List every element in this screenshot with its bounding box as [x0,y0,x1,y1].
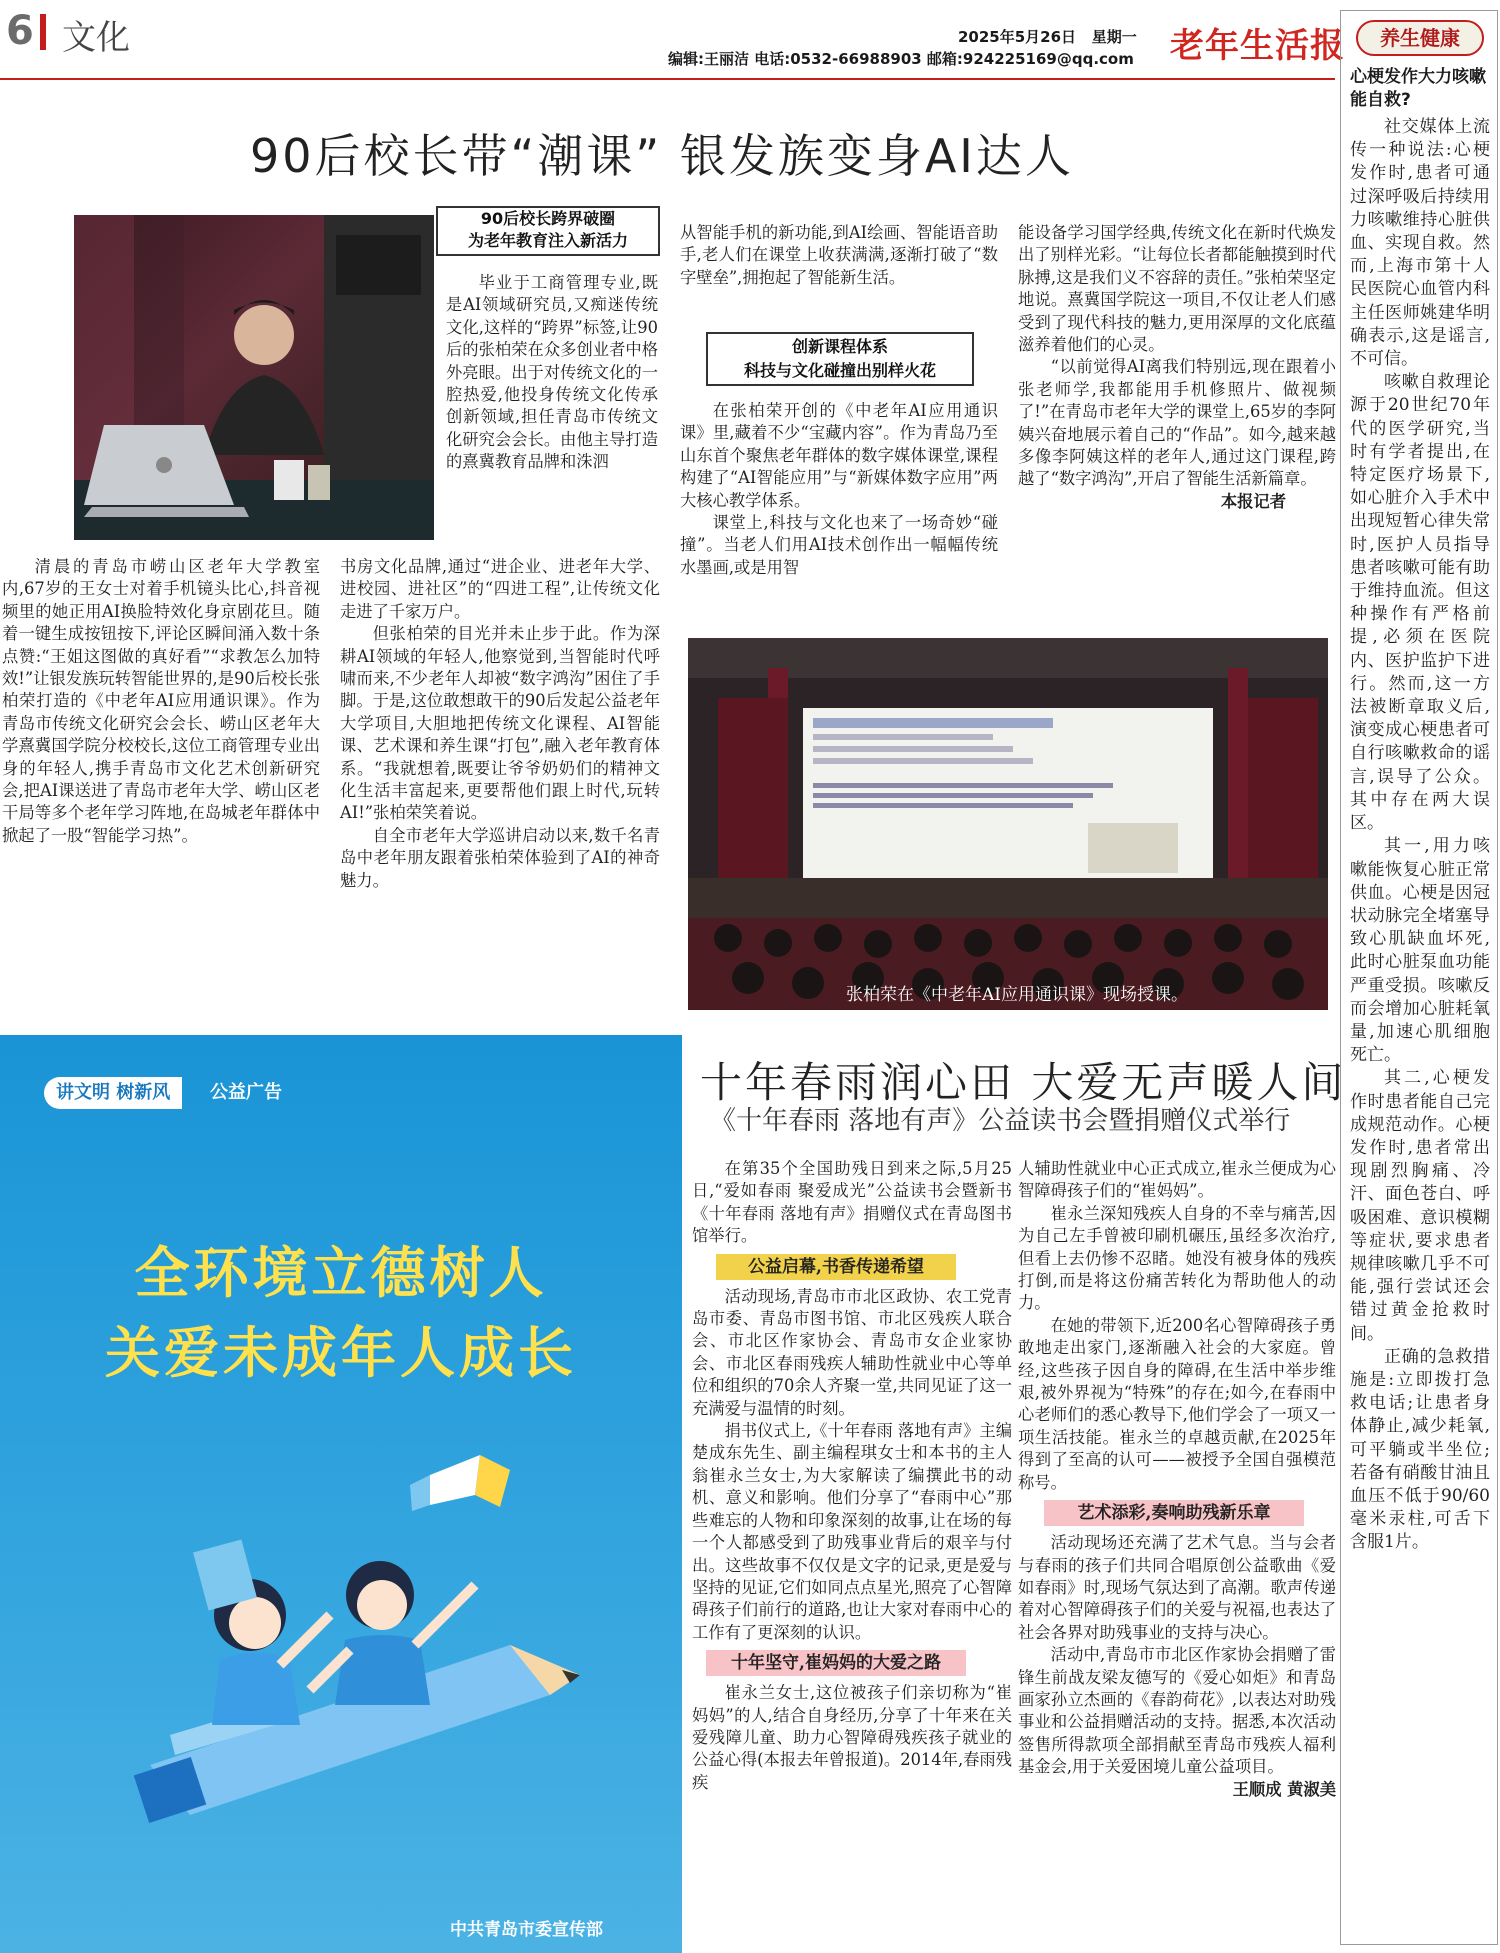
article1-c3c: 课堂上,科技与文化也来了一场奇妙“碰撞”。当老人们用AI技术创作出一幅幅传统水墨画,或是用智 [680,513,998,577]
article1-column-3b [680,400,998,579]
flying-book-icon [410,1455,510,1511]
children-on-pencil-illustration [130,1435,590,1855]
date: 2025年5月26日 [958,28,1077,46]
article1-column-3 [680,222,998,289]
ad-tag-label: 公益广告 [210,1082,282,1103]
sidebar-p5: 正确的急救措施是:立即拨打急救电话;让患者身体静止,减少耗氧,可平躺或半坐位;若备有硝酸甘油且血压不低于90/60毫米汞柱,可舌下含服1片。 [1350,1346,1490,1553]
lecturer-illustration [74,215,434,540]
public-service-ad [0,1035,682,1953]
sidebar-title: 心梗发作大力咳嗽能自救? [1350,67,1486,110]
article2-byline: 王顺成 黄淑美 [1232,1779,1336,1799]
article2-subtitle: 《十年春雨 落地有声》公益读书会暨捐赠仪式举行 [710,1106,1291,1136]
ad-slogan [0,1233,682,1393]
sidebar-section-label: 养生健康 [1356,20,1484,56]
sidebar-p1: 社交媒体上流传一种说法:心梗发作时,患者可通过深呼吸后持续用力咳嗽维持心脏供血、实现自救。然而,上海市第十人民医院心血管内科主任医师姚建华明确表示,这是谣言,不可信。 [1350,117,1490,370]
subhead-box-2 [706,332,974,386]
subhead-1 [438,208,658,252]
subhead-2-line2: 科技与文化碰撞出别样火花 [743,361,936,380]
article2-tag-3: 艺术添彩,奏响助残新乐章 [1044,1500,1304,1526]
ad-slogan-line2: 关爱未成年人成长 [104,1321,577,1385]
ad-slogan-line1: 全环境立德树人 [134,1241,548,1305]
weekday: 星期一 [1091,28,1137,46]
sidebar-p3: 其一,用力咳嗽能恢复心脏正常供血。心梗是因冠状动脉完全堵塞导致心肌缺血坏死,此时心脏泵血功能严重受损。咳嗽反而会增加心脏耗氧量,加速心肌细胞死亡。 [1350,836,1490,1066]
ad-tag-civility: 讲文明 树新风 [44,1077,182,1109]
article2-column-1 [692,1158,1012,1794]
article1-mid2: 但张柏荣的目光并未止步于此。作为深耕AI领域的年轻人,他察觉到,当智能时代呼啸而来,不少老年人却被“数字鸿沟”困住了手脚。于是,这位敢想敢干的90后发起公益老年大学项目,大胆地把传统文化课程、AI智能课、艺术课和养生课“打包”,融入老年教育体系。“我就想着,既要让爷爷奶奶们的精神文化生活丰富起来,更要帮他们跟上时代,玩转AI!”张柏荣笑着说。 [340,624,660,823]
article1-c4a: 能设备学习国学经典,传统文化在新时代焕发出了别样光彩。“让每位长者都能触摸到时代脉搏,这是我们义不容辞的责任。”张柏荣坚定地说。熹冀国学院这一项目,不仅让老人们感受到了现代科技的魅力,更用深厚的文化底蕴滋养着他们的心灵。 [1018,223,1336,355]
header-divider [40,14,46,50]
ad-sponsor: 中共青岛市委宣传部 [450,1920,603,1940]
article2-p1: 在第35个全国助残日到来之际,5月25日,“爱如春雨 聚爱成光”公益读书会暨新书《十年春雨 落地有声》捐赠仪式在青岛图书馆举行。 [692,1159,1012,1246]
photo-caption: 张柏荣在《中老年AI应用通识课》现场授课。 [846,985,1188,1005]
subhead-1-line2: 为老年教育注入新活力 [467,231,628,250]
article1-byline: 本报记者 [1220,491,1286,511]
article2-p2: 活动现场,青岛市市北区政协、农工党青岛市委、青岛市图书馆、市北区残疾人联合会、市北区作家协会、青岛市女企业家协会、市北区春雨残疾人辅助性就业中心等单位和组织的70余人齐聚一堂,共同见证了这一充满爱与温情的时刻。 [692,1286,1012,1418]
article2-p7: 在她的带领下,近200名心智障碍孩子勇敢地走出家门,逐渐融入社会的大家庭。曾经,这些孩子因自身的障碍,在生活中举步维艰,被外界视为“特殊”的存在;如今,在春雨中心老师们的悉心教导下,他们学会了一项又一项生活技能。崔永兰的卓越贡献,在2025年得到了至高的认可——被授予全国自强模范称号。 [1018,1315,1336,1492]
article1-column-4 [1018,222,1336,513]
article1-title: 90后校长带“潮课” 银发族变身AI达人 [250,129,1074,183]
article2-p5: 人辅助性就业中心正式成立,崔永兰便成为心智障碍孩子们的“崔妈妈”。 [1018,1159,1336,1201]
section-name: 文化 [62,18,130,58]
article1-mid3: 自全市老年大学巡讲启动以来,数千名青岛中老年朋友跟着张柏荣体验到了AI的神奇魅力。 [340,825,660,890]
article1-c3a: 从智能手机的新功能,到AI绘画、智能语音助手,老人们在课堂上收获满满,逐渐打破了“数字壁垒”,拥抱起了智能新生活。 [680,223,998,287]
article1-c3b: 在张柏荣开创的《中老年AI应用通识课》里,藏着不少“宝藏内容”。作为青岛乃至山东首个聚焦老年群体的数字媒体课堂,课程构建了“AI智能应用”与“新媒体数字应用”两大核心教学体系。 [680,401,998,510]
editor-line: 编辑:王丽洁 电话:0532-66988903 邮箱:924225169@qq.com [668,50,1134,68]
article1-mid1: 书房文化品牌,通过“进企业、进老年大学、进校园、进社区”的“四进工程”,让传统文化走进了千家万户。 [340,557,660,621]
article2-p3: 捐书仪式上,《十年春雨 落地有声》主编楚成东先生、副主编程琪女士和本书的主人翁崔永兰女士,为大家解读了编撰此书的动机、意义和影响。他们分享了“春雨中心”那些难忘的人物和印象深刻的故事,让在场的每一个人都感受到了助残事业背后的艰辛与付出。这些故事不仅仅是文字的记录,更是爱与坚持的见证,它们如同点点星光,照亮了心智障碍孩子们前行的道路,也让大家对春雨中心的工作有了更深刻的认识。 [692,1421,1012,1642]
subhead-2-line1: 创新课程体系 [791,337,888,356]
lecture-hall-illustration [688,638,1328,1010]
article1-c4b: “以前觉得AI离我们特别远,现在跟着小张老师学,我都能用手机修照片、做视频了!”在青岛市老年大学的课堂上,65岁的李阿姨兴奋地展示着自己的“作品”。如今,越来越多像李阿姨这样的老年人,通过这门课程,跨越了“数字鸿沟”,开启了智能生活新篇章。 [1018,357,1336,489]
article1-column-intro [446,272,658,474]
page-number: 6 [6,8,34,54]
issue-date [958,26,1137,47]
article2-column-2 [1018,1158,1336,1801]
article1-column-left [2,556,320,847]
girl-figure [193,1540,330,1725]
article2-p9: 活动中,青岛市市北区作家协会捐赠了雷锋生前战友梁友德写的《爱心如炬》和青岛画家孙立杰画的《春韵荷花》,以表达对助残事业和公益捐赠活动的支持。据悉,本次活动签售所得款项全部捐献至青岛市残疾人福利基金会,用于关爱困境儿童公益项目。 [1018,1645,1336,1777]
subhead-box-1 [436,206,660,256]
subhead-2 [708,335,972,383]
lecturer-photo [74,215,434,540]
lecture-hall-photo [688,638,1328,1010]
header-rule [0,78,1335,80]
article2-p4: 崔永兰女士,这位被孩子们亲切称为“崔妈妈”的人,结合自身经历,分享了十年来在关爱残障儿童、助力心智障碍残疾孩子就业的公益心得(本报去年曾报道)。2014年,春雨残疾 [692,1683,1012,1792]
article2-tag-2: 十年坚守,崔妈妈的大爱之路 [706,1650,966,1676]
article1-p1: 毕业于工商管理专业,既是AI领域研究员,又痴迷传统文化,这样的“跨界”标签,让90后的张柏荣在众多创业者中格外亮眼。出于对传统文化的一腔热爱,他投身传统文化传承创新领域,担任青岛市传统文化研究会会长。由他主导打造的熹冀教育品牌和洙泗 [446,273,658,472]
subhead-1-line1: 90后校长跨界破圈 [480,209,616,228]
sidebar-body [1350,116,1490,1555]
sidebar-p4: 其二,心梗发作时患者能自己完成规范动作。心梗发作时,患者常出现剧烈胸痛、冷汗、面色苍白、呼吸困难、意识模糊等症状,要求患者规律咳嗽几乎不可能,强行尝试还会错过黄金抢救时间。 [1350,1068,1490,1344]
article2-p8: 活动现场还充满了艺术气息。当与会者与春雨的孩子们共同合唱原创公益歌曲《爱如春雨》时,现场气氛达到了高潮。歌声传递着对心智障碍孩子们的关爱与祝福,也表达了社会各界对助残事业的支持与决心。 [1018,1533,1336,1642]
article1-column-mid [340,556,660,892]
article2-p6: 崔永兰深知残疾人自身的不幸与痛苦,因为自己左手曾被印刷机碾压,虽经多次治疗,但看上去仍惨不忍睹。她没有被身体的残疾打倒,而是将这份痛苦转化为帮助他人的动力。 [1018,1203,1336,1313]
article2-title: 十年春雨润心田 大爱无声暖人间 [700,1058,1347,1107]
article2-tag-1: 公益启幕,书香传递希望 [716,1254,956,1280]
sidebar-p2: 咳嗽自救理论源于20世纪70年代的医学研究,当时有学者提出,在特定医疗场景下,如心脏介入手术中出现短暂心律失常时,医护人员指导患者咳嗽可能有助于维持血流。但这种操作有严格前提,必须在医院内、医护监护下进行。然而,这一方法被断章取义后,演变成心梗患者可自行咳嗽救命的谣言,误导了公众。其中存在两大误区。 [1350,372,1490,834]
paper-logo: 老年生活报 [1170,26,1345,66]
article1-lead: 清晨的青岛市崂山区老年大学教室内,67岁的王女士对着手机镜头比心,抖音视频里的她正用AI换脸特效化身京剧花旦。随着一键生成按钮按下,评论区瞬间涌入数十条点赞:“王姐这图做的真好看”“求教怎么加特效!”让银发族玩转智能世界的,是90后校长张柏荣打造的《中老年AI应用通识课》。作为青岛市传统文化研究会会长、崂山区老年大学熹冀国学院分校校长,这位工商管理专业出身的年轻人,携手青岛市文化艺术创新研究会,把AI课送进了青岛市老年大学、崂山区老干局等多个老年学习阵地,在岛城老年群体中掀起了一股“智能学习热”。 [2,557,320,845]
